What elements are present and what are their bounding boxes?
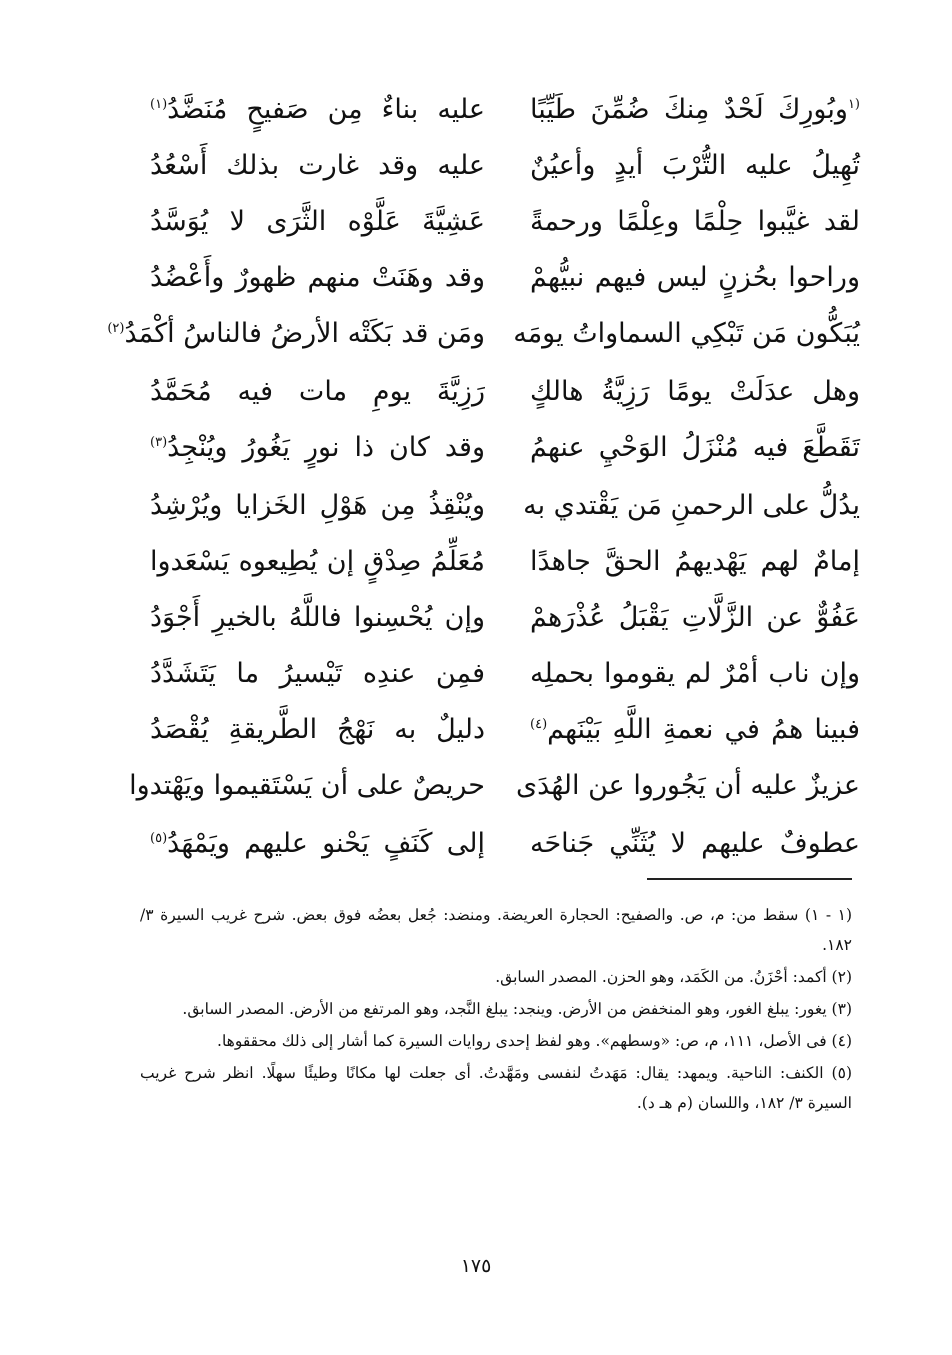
- hemistich-text: وقد كان ذا نورٍ يَغُورُ ويُنْجِدُ: [167, 432, 485, 463]
- first-hemistich: لقد غيَّبوا حِلْمًا وعِلْمًا ورحمةً: [530, 206, 860, 237]
- verse-11: [150, 650, 860, 698]
- footnote-divider: [647, 878, 852, 880]
- first-hemistich: تُهِيلُ عليه التُّرْبَ أيدٍ وأعيُنٌ: [530, 150, 860, 181]
- second-hemistich: مُعَلِّمُ صِدْقٍ إن يُطِيعوه يَسْعَدوا: [150, 546, 485, 577]
- first-hemistich: إمامٌ لهم يَهْديهمُ الحقَّ جاهدًا: [530, 546, 860, 577]
- second-hemistich: عليه وقد غارت بذلك أَسْعُدُ: [150, 150, 485, 181]
- hemistich-text: فبينا همُ في نعمةِ اللَّهِ بَيْنَهم: [547, 714, 860, 745]
- second-hemistich: عَشِيَّةَ عَلَّوْه الثَّرَى لا يُوَسَّدُ: [150, 206, 485, 237]
- second-hemistich: وإن يُحْسِنوا فاللَّهُ بالخيرِ أَجْوَدُ: [150, 602, 485, 633]
- first-hemistich: تَقَطَّعَ فيه مُنْزَلُ الوَحْيِ عنهمُ: [530, 432, 860, 463]
- footnote-3: (٣) يغور: يبلغ الغور، وهو المنخفض من الأرض. وينجد: يبلغ النَّجد، وهو المرتفع من الأرض. المصدر السابق.: [182, 1000, 852, 1018]
- footnote-marker: (٥): [150, 831, 168, 846]
- verse-8: [150, 482, 860, 530]
- verse-9: [150, 538, 860, 586]
- footnote-marker: (١: [847, 97, 860, 112]
- first-hemistich: وراحوا بحُزنٍ ليس فيهم نبيُّهمْ: [530, 262, 860, 293]
- footnote-2: (٢) أكمد: أحْزَنُ. من الكَمَد، وهو الحزن. المصدر السابق.: [495, 968, 852, 986]
- hemistich-text: إلى كَنَفٍ يَحْنو عليهم ويَمْهَدُ: [167, 828, 485, 859]
- verse-10: [150, 594, 860, 642]
- first-hemistich: يدُلُّ على الرحمنِ مَن يَقْتدي به: [523, 490, 860, 521]
- verse-4: [150, 254, 860, 302]
- footnotes: [140, 900, 852, 1120]
- first-hemistich: يُبَكُّون مَن تَبْكِي السماواتُ يومَه: [513, 318, 860, 349]
- footnote-marker: (٤): [530, 717, 548, 732]
- first-hemistich: وإن ناب أمْرٌ لم يقوموا بحملِه: [530, 658, 860, 689]
- footnote-marker: (٣): [150, 435, 168, 450]
- second-hemistich: فمِن عندِه تَيْسيرُ ما يَتَشَدَّدُ: [150, 658, 485, 689]
- footnote-marker: (١): [150, 97, 168, 112]
- second-hemistich: وقد وهَنَتْ منهم ظهورٌ وأَعْضُدُ: [150, 262, 485, 293]
- second-hemistich: رَزِيَّةَ يومِ مات فيه مُحَمَّدُ: [150, 376, 485, 407]
- first-hemistich: عَفُوٌّ عن الزَّلَّاتِ يَقْبَلُ عُذْرَهمْ: [530, 602, 860, 633]
- footnote-1: (١ - ١) سقط من: م، ص. والصفيح: الحجارة العريضة. ومنضد: جُعل بعضُه فوق بعض. شرح غريب السيرة ٣/ ١٨٢.: [140, 906, 852, 954]
- footnote-marker: (٢): [107, 321, 125, 336]
- verse-7: [150, 424, 860, 472]
- page-number: ١٧٥: [460, 1255, 492, 1277]
- verse-5: [107, 310, 860, 358]
- second-hemistich: ويُنْقِذُ مِن هَوْلِ الخَزايا ويُرْشِدُ: [150, 490, 485, 521]
- verse-6: [150, 368, 860, 416]
- second-hemistich: [107, 310, 485, 358]
- verse-3: [150, 198, 860, 246]
- verse-12: [150, 706, 860, 754]
- verse-2: [150, 142, 860, 190]
- second-hemistich: دليلٌ به نَهْجُ الطَّريقةِ يُقْصَدُ: [150, 714, 485, 745]
- first-hemistich: عزيزٌ عليه أن يَجُوروا عن الهُدَى: [516, 770, 860, 801]
- first-hemistich: عطوفٌ عليهم لا يُثَنِّي جَناحَه: [530, 828, 860, 859]
- second-hemistich: حريصٌ على أن يَسْتَقيموا ويَهْتدوا: [129, 770, 485, 801]
- footnote-4: (٤) فى الأصل، ١١١، م، ص: «وسطهم». وهو لفظ إحدى روايات السيرة كما أشار إلى ذلك محققوها.: [217, 1032, 852, 1050]
- verse-1: [150, 86, 860, 134]
- second-hemistich: [150, 820, 485, 868]
- footnote-5: (٥) الكنف: الناحية. ويمهد: يقال: مَهَدتُ لنفسى ومَهَّدتُ. أى جعلت لها مكانًا وطيئًا سهلًا. انظر شرح غريب السيرة ٣/ ١٨٢، واللسان (م هـ د).: [140, 1064, 852, 1112]
- second-hemistich: [150, 86, 485, 134]
- first-hemistich: وهل عدَلَتْ يومًا رَزِيَّةُ هالكٍ: [530, 376, 860, 407]
- hemistich-text: عليه بناءٌ مِن صَفيحٍ مُنَضَّدُ: [167, 94, 485, 125]
- hemistich-text: وبُورِكَ لَحْدٌ مِنكَ ضُمِّنَ طَيِّبًا: [530, 94, 848, 125]
- verse-13: [129, 762, 860, 810]
- first-hemistich: [530, 706, 860, 754]
- second-hemistich: [150, 424, 485, 472]
- verse-14: [150, 820, 860, 868]
- first-hemistich: [530, 86, 860, 134]
- hemistich-text: ومَن قد بَكَتْه الأرضُ فالناسُ أكْمَدُ: [124, 318, 485, 349]
